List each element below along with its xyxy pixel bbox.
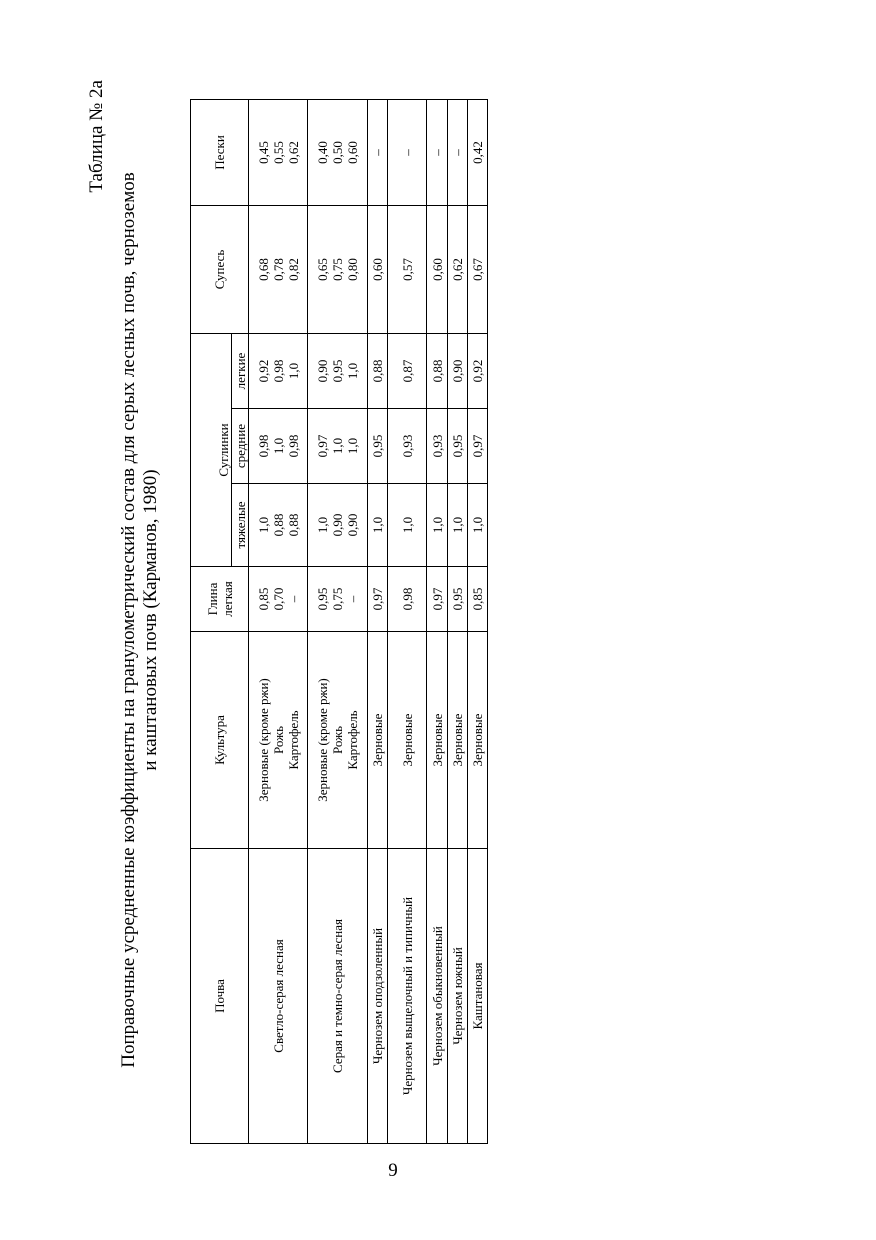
cell-line: Картофель <box>345 710 361 770</box>
cell-line: 1,0 <box>270 437 286 455</box>
cell-line: Зерновые <box>429 713 445 767</box>
sand-cell <box>249 99 308 205</box>
table-number: Таблица № 2а <box>86 80 107 193</box>
header-loam-heavy: тяжелые <box>232 484 249 567</box>
heavy-cell <box>249 484 308 567</box>
cell-line: 0,90 <box>345 513 361 537</box>
crop-cell <box>367 632 388 849</box>
soil-name: Каштановая <box>468 849 488 1144</box>
soil-name: Чернозем оподзоленный <box>367 849 388 1144</box>
header-sand: Пески <box>191 99 249 205</box>
sand-cell <box>308 99 367 205</box>
cell-line: 0,98 <box>399 587 415 611</box>
light-cell <box>367 333 388 408</box>
header-clay: Глина легкая <box>191 567 249 632</box>
cell-line: 0,80 <box>345 258 361 281</box>
cell-line: 1,0 <box>450 516 466 534</box>
cell-line: 0,95 <box>315 587 331 611</box>
cell-line: 0,90 <box>450 359 466 383</box>
cell-line: – <box>399 149 415 156</box>
sand-cell <box>427 99 448 205</box>
clay-cell <box>308 567 367 632</box>
cell-line: – <box>450 149 466 156</box>
sand-cell <box>447 99 468 205</box>
cell-line: 0,92 <box>470 359 486 383</box>
cell-line: 0,62 <box>450 258 466 281</box>
header-soil: Почва <box>191 849 249 1144</box>
table-row <box>249 99 308 1143</box>
coefficients-table <box>190 99 488 1144</box>
cell-line: 0,45 <box>255 141 271 164</box>
table-row <box>447 99 468 1143</box>
clay-cell <box>468 567 488 632</box>
cell-line: – <box>429 149 445 156</box>
cell-line: 0,75 <box>330 587 346 611</box>
cell-line: Зерновые <box>370 713 386 767</box>
cell-line: 1,0 <box>370 516 386 534</box>
crop-cell <box>427 632 448 849</box>
sand-cell <box>367 99 388 205</box>
cell-line: 0,97 <box>429 587 445 611</box>
heavy-cell <box>388 484 427 567</box>
crop-cell <box>249 632 308 849</box>
cell-line: 0,95 <box>450 434 466 458</box>
header-loam-light: легкие <box>232 333 249 408</box>
clay-cell <box>367 567 388 632</box>
cell-line: 0,90 <box>315 359 331 383</box>
cell-line: 1,0 <box>285 362 301 380</box>
cell-line: 0,87 <box>399 359 415 383</box>
sandy-loam-cell <box>367 205 388 333</box>
clay-cell <box>447 567 468 632</box>
cell-line: 0,70 <box>270 587 286 611</box>
cell-line: Зерновые (кроме ржи) <box>255 678 271 802</box>
heavy-cell <box>427 484 448 567</box>
cell-line: 0,97 <box>370 587 386 611</box>
heavy-cell <box>447 484 468 567</box>
cell-line: 0,57 <box>399 258 415 281</box>
cell-line: 0,95 <box>370 434 386 458</box>
soil-name: Светло-серая лесная <box>249 849 308 1144</box>
cell-line: 0,92 <box>255 359 271 383</box>
cell-line: 0,50 <box>330 141 346 164</box>
light-cell <box>308 333 367 408</box>
crop-cell <box>308 632 367 849</box>
cell-line: Зерновые <box>399 713 415 767</box>
soil-name: Чернозем выщелочный и типичный <box>388 849 427 1144</box>
light-cell <box>468 333 488 408</box>
cell-line: Зерновые <box>450 713 466 767</box>
cell-line: 0,98 <box>285 434 301 458</box>
cell-line: 0,93 <box>399 434 415 458</box>
cell-line: 0,97 <box>470 434 486 458</box>
soil-name: Серая и темно-серая лесная <box>308 849 367 1144</box>
cell-line: 0,78 <box>270 258 286 281</box>
crop-cell <box>388 632 427 849</box>
cell-line: 1,0 <box>255 516 271 534</box>
cell-line: Рожь <box>270 726 286 754</box>
title-line: Поправочные усредненные коэффициенты на гранулометрический состав для серых лесных почв, черноземов <box>118 172 139 1068</box>
cell-line: Зерновые <box>470 713 486 767</box>
sandy-loam-cell <box>468 205 488 333</box>
medium-cell <box>447 409 468 484</box>
cell-line: 0,88 <box>285 513 301 537</box>
sandy-loam-cell <box>447 205 468 333</box>
crop-cell <box>468 632 488 849</box>
cell-line: 0,42 <box>470 141 486 164</box>
cell-line: 1,0 <box>330 437 346 455</box>
medium-cell <box>388 409 427 484</box>
light-cell <box>249 333 308 408</box>
cell-line: 0,85 <box>255 587 271 611</box>
heavy-cell <box>367 484 388 567</box>
cell-line: 0,88 <box>370 359 386 383</box>
header-row <box>191 99 232 1143</box>
sand-cell <box>468 99 488 205</box>
cell-line: Картофель <box>285 710 301 770</box>
sandy-loam-cell <box>427 205 448 333</box>
cell-line: 0,82 <box>285 258 301 281</box>
header-loam-medium: средние <box>232 409 249 484</box>
table-row <box>388 99 427 1143</box>
cell-line: 0,98 <box>255 434 271 458</box>
sand-cell <box>388 99 427 205</box>
cell-line: 0,67 <box>470 258 486 281</box>
medium-cell <box>249 409 308 484</box>
header-sandy-loam: Супесь <box>191 205 249 333</box>
cell-line: Зерновые (кроме ржи) <box>315 678 331 802</box>
soil-name: Чернозем южный <box>447 849 468 1144</box>
light-cell <box>427 333 448 408</box>
page-number: 9 <box>388 1160 398 1181</box>
light-cell <box>447 333 468 408</box>
clay-cell <box>249 567 308 632</box>
table-row <box>308 99 367 1143</box>
sandy-loam-cell <box>308 205 367 333</box>
cell-line: 0,93 <box>429 434 445 458</box>
cell-line: 0,85 <box>470 587 486 611</box>
crop-cell <box>447 632 468 849</box>
cell-line: 0,40 <box>315 141 331 164</box>
cell-line: – <box>285 595 301 603</box>
cell-line: 1,0 <box>345 437 361 455</box>
medium-cell <box>308 409 367 484</box>
cell-line: 0,88 <box>429 359 445 383</box>
cell-line: 0,98 <box>270 359 286 383</box>
table-row <box>427 99 448 1143</box>
cell-line: 0,55 <box>270 141 286 164</box>
table-row <box>367 99 388 1143</box>
cell-line: 0,60 <box>345 141 361 164</box>
table-row <box>468 99 488 1143</box>
heavy-cell <box>308 484 367 567</box>
cell-line: 1,0 <box>315 516 331 534</box>
cell-line: 0,75 <box>330 258 346 281</box>
cell-line: 0,68 <box>255 258 271 281</box>
medium-cell <box>367 409 388 484</box>
clay-cell <box>427 567 448 632</box>
header-loam-group: Суглинки <box>191 333 232 566</box>
cell-line: 0,62 <box>285 141 301 164</box>
cell-line: – <box>370 149 386 156</box>
medium-cell <box>427 409 448 484</box>
cell-line: 0,95 <box>330 359 346 383</box>
cell-line: 1,0 <box>470 516 486 534</box>
cell-line: 0,95 <box>450 587 466 611</box>
cell-line: – <box>345 595 361 603</box>
cell-line: Рожь <box>330 726 346 754</box>
cell-line: 0,90 <box>330 513 346 537</box>
table-body <box>249 99 488 1143</box>
soil-name: Чернозем обыкновенный <box>427 849 448 1144</box>
cell-line: 0,97 <box>315 434 331 458</box>
heavy-cell <box>468 484 488 567</box>
cell-line: 0,65 <box>315 258 331 281</box>
cell-line: 0,60 <box>370 258 386 281</box>
cell-line: 1,0 <box>399 516 415 534</box>
title-line: и каштановых почв (Карманов, 1980) <box>140 469 161 771</box>
cell-line: 0,60 <box>429 258 445 281</box>
medium-cell <box>468 409 488 484</box>
light-cell <box>388 333 427 408</box>
table-title <box>118 90 162 1150</box>
cell-line: 1,0 <box>429 516 445 534</box>
sandy-loam-cell <box>388 205 427 333</box>
cell-line: 1,0 <box>345 362 361 380</box>
cell-line: 0,88 <box>270 513 286 537</box>
header-crop: Культура <box>191 632 249 849</box>
sandy-loam-cell <box>249 205 308 333</box>
clay-cell <box>388 567 427 632</box>
